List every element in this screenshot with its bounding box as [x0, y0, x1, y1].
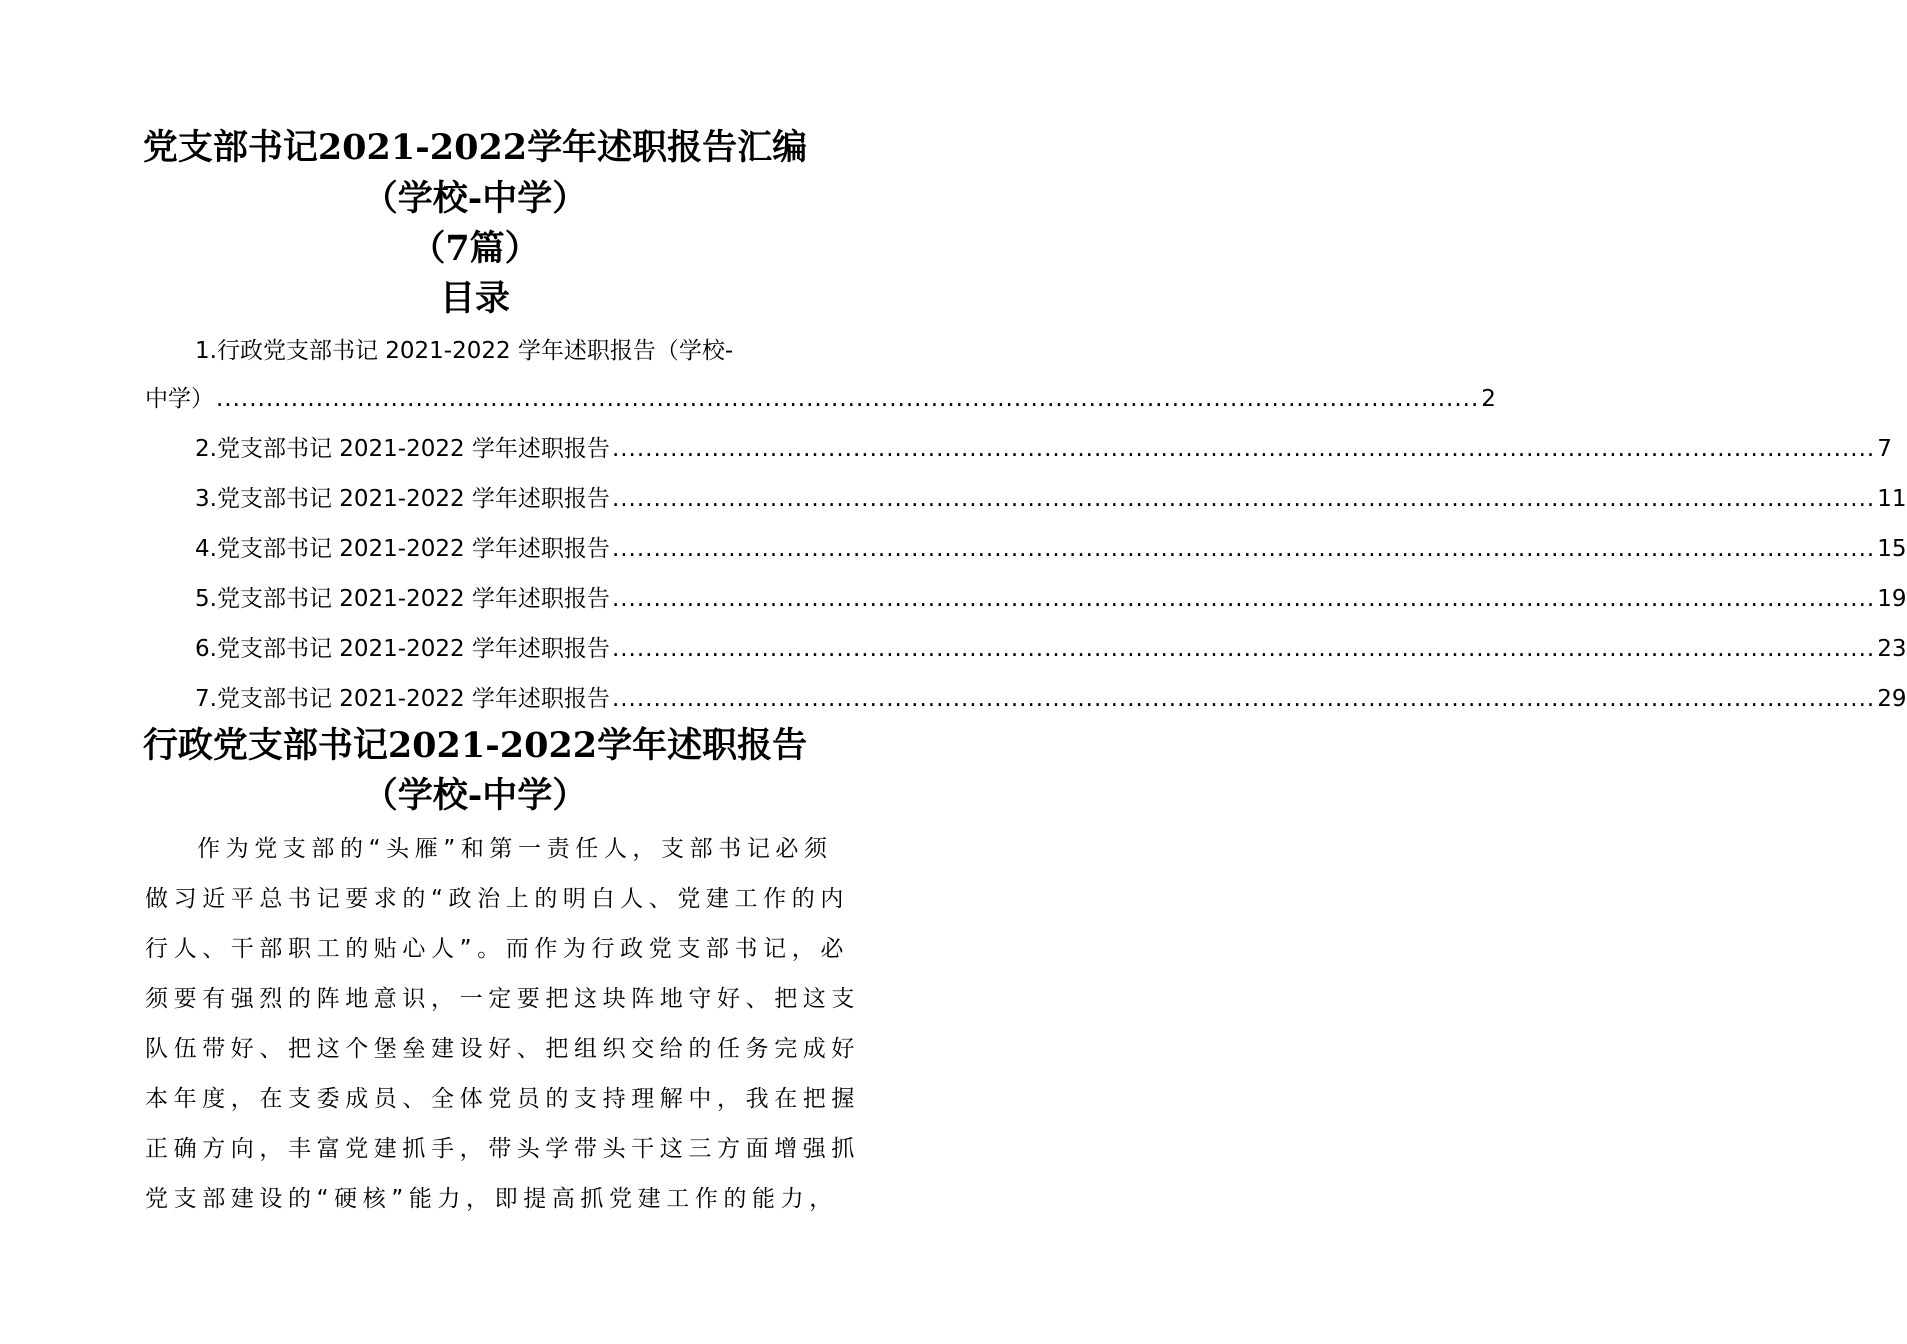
toc-entry-1-line2[interactable]: [145, 382, 1496, 416]
body-text-line: 做习近平总书记要求的“政治上的明白人、党建工作的内: [145, 886, 849, 912]
toc-page-number: 15: [1877, 536, 1907, 562]
toc-entry-label: 5.党支部书记 2021-2022 学年述职报告: [195, 586, 610, 612]
toc-heading: 目录: [439, 278, 510, 319]
toc-entry-1-line1[interactable]: 1.行政党支部书记 2021-2022 学年述职报告（学校-: [195, 338, 734, 364]
body-text-line: 党支部建设的“硬核”能力，即提高抓党建工作的能力，: [145, 1186, 838, 1212]
toc-dot-leader: ........................................................................................................................................................: [611, 486, 1876, 512]
document-title: 党支部书记2021-2022学年述职报告汇编: [142, 127, 808, 168]
body-text-line: 行人、干部职工的贴心人”。而作为行政党支部书记，必: [145, 936, 849, 962]
toc-dot-leader: ........................................................................................................................................................: [216, 386, 1480, 412]
toc-entry-label: 2.党支部书记 2021-2022 学年述职报告: [195, 436, 610, 462]
toc-dot-leader: ........................................................................................................................................................: [611, 636, 1876, 662]
toc-dot-leader: ........................................................................................................................................................: [611, 436, 1876, 462]
toc-entry-7[interactable]: [195, 682, 1907, 716]
toc-entry-3[interactable]: [195, 482, 1907, 516]
body-text-line: 本年度，在支委成员、全体党员的支持理解中，我在把握: [145, 1086, 860, 1112]
toc-entry-2[interactable]: [195, 432, 1892, 466]
toc-entry-label: 6.党支部书记 2021-2022 学年述职报告: [195, 636, 610, 662]
body-text-line: 须要有强烈的阵地意识，一定要把这块阵地守好、把这支: [145, 986, 860, 1012]
toc-page-number: 29: [1877, 686, 1907, 712]
toc-entry-label: 3.党支部书记 2021-2022 学年述职报告: [195, 486, 610, 512]
toc-dot-leader: ........................................................................................................................................................: [611, 686, 1876, 712]
toc-page-number: 19: [1877, 586, 1907, 612]
toc-dot-leader: ........................................................................................................................................................: [611, 536, 1876, 562]
section-subtitle: （学校-中学）: [362, 775, 588, 816]
toc-entry-label: 4.党支部书记 2021-2022 学年述职报告: [195, 536, 610, 562]
toc-page-number: 23: [1877, 636, 1907, 662]
body-text-line: 正确方向，丰富党建抓手，带头学带头干这三方面增强抓: [145, 1136, 860, 1162]
toc-page-number: 2: [1481, 386, 1496, 412]
document-count: （7篇）: [410, 228, 540, 269]
toc-entry-label: 中学）: [145, 386, 214, 412]
toc-entry-label: 7.党支部书记 2021-2022 学年述职报告: [195, 686, 610, 712]
toc-page-number: 11: [1877, 486, 1907, 512]
toc-entry-4[interactable]: [195, 532, 1907, 566]
body-text-line: 队伍带好、把这个堡垒建设好、把组织交给的任务完成好: [145, 1036, 860, 1062]
toc-entry-6[interactable]: [195, 632, 1907, 666]
document-subtitle: （学校-中学）: [362, 178, 588, 219]
toc-dot-leader: ........................................................................................................................................................: [611, 586, 1876, 612]
section-title: 行政党支部书记2021-2022学年述职报告: [142, 725, 808, 766]
toc-page-number: 7: [1877, 436, 1892, 462]
body-text-line: 作为党支部的“头雁”和第一责任人，支部书记必须: [197, 836, 833, 862]
toc-entry-5[interactable]: [195, 582, 1907, 616]
